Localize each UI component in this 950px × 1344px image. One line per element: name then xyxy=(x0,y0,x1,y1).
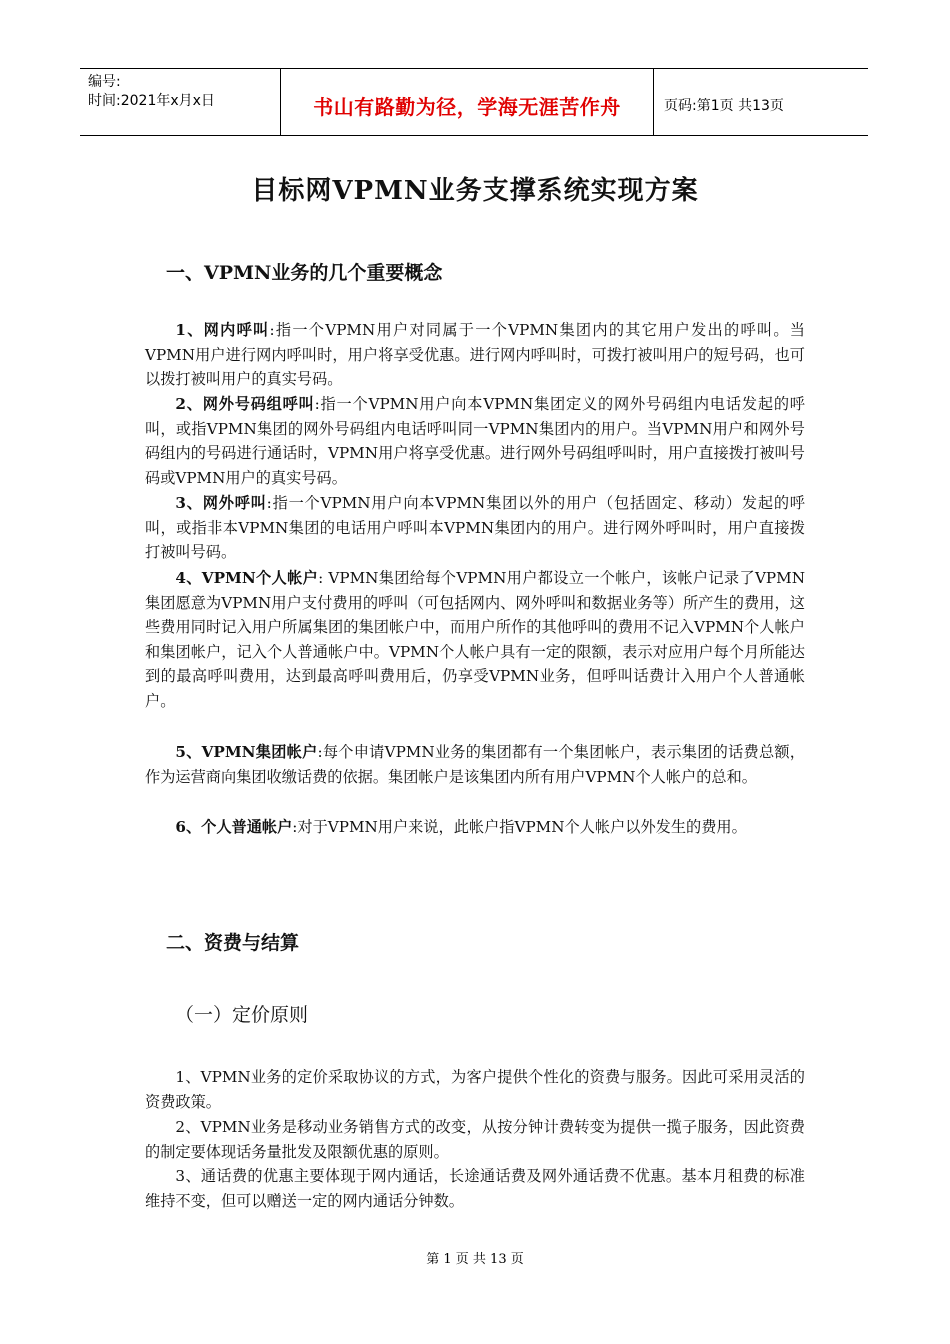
definition-term: 6、个人普通帐户 xyxy=(175,818,293,836)
definition-term: 4、VPMN个人帐户 xyxy=(175,569,319,587)
definition-text: :对于VPMN用户来说，此帐户指VPMN个人帐户以外发生的费用。 xyxy=(292,818,747,836)
principle-paragraph: 2、VPMN业务是移动业务销售方式的改变，从按分钟计费转变为提供一揽子服务，因此资费的制定要体现话务量批发及限额优惠的原则。 xyxy=(145,1118,805,1161)
definition-paragraph xyxy=(145,392,805,490)
page-header xyxy=(80,68,868,136)
header-divider xyxy=(653,69,654,135)
definition-term: 1、网内呼叫 xyxy=(175,321,270,339)
page-footer: 第 1 页 共 13 页 xyxy=(426,1252,524,1267)
subsection-heading: （一）定价原则 xyxy=(175,1004,309,1026)
header-meta xyxy=(88,73,215,111)
section-heading-2: 二、资费与结算 xyxy=(166,932,300,954)
definition-term: 2、网外号码组呼叫 xyxy=(175,395,315,413)
definition-paragraph xyxy=(145,566,805,714)
principle-paragraph: 3、通话费的优惠主要体现于网内通话，长途通话费及网外通话费不优惠。基本月租费的标准维持不变，但可以赠送一定的网内通话分钟数。 xyxy=(145,1167,805,1210)
header-motto: 书山有路勤为径，学海无涯苦作舟 xyxy=(313,95,621,119)
header-code-label: 编号: xyxy=(88,74,121,90)
definition-text: :指一个VPMN用户对同属于一个VPMN集团内的其它用户发出的呼叫。当VPMN用户进行网内呼叫时，用户将享受优惠。进行网内呼叫时，可拨打被叫用户的短号码，也可以拨打被叫用户的真实号码。 xyxy=(145,321,805,389)
definition-text: :指一个VPMN用户向本VPMN集团以外的用户（包括固定、移动）发起的呼叫，或指非本VPMN集团的电话用户呼叫本VPMN集团内的用户。进行网外呼叫时，用户直接拨打被叫号码。 xyxy=(145,494,805,562)
definition-term: 3、网外呼叫 xyxy=(175,494,267,512)
definition-text: :每个申请VPMN业务的集团都有一个集团帐户，表示集团的话费总额，作为运营商向集团收缴话费的依据。集团帐户是该集团内所有用户VPMN个人帐户的总和。 xyxy=(145,743,805,786)
principle-paragraph: 1、VPMN业务的定价采取协议的方式，为客户提供个性化的资费与服务。因此可采用灵活的资费政策。 xyxy=(145,1068,805,1111)
definition-paragraph xyxy=(145,815,805,840)
definition-term: 5、VPMN集团帐户 xyxy=(175,743,318,761)
document-title: 目标网VPMN业务支撑系统实现方案 xyxy=(251,176,699,206)
section-heading-1: 一、VPMN业务的几个重要概念 xyxy=(166,262,443,284)
header-time-label: 时间:2021年x月x日 xyxy=(88,93,215,109)
header-page-info: 页码:第1页 共13页 xyxy=(664,98,784,114)
definition-text: :指一个VPMN用户向本VPMN集团定义的网外号码组内电话发起的呼叫，或指VPMN集团的网外号码组内电话呼叫同一VPMN集团内的用户。当VPMN用户和网外号码组内的号码进行通话时，VPMN用户将享受优惠。进行网外号码组呼叫时，用户直接拨打被叫号码或VPMN用户的真实号码。 xyxy=(145,395,805,487)
definition-text: : VPMN集团给每个VPMN用户都设立一个帐户，该帐户记录了VPMN集团愿意为VPMN用户支付费用的呼叫（可包括网内、网外呼叫和数据业务等）所产生的费用，这些费用同时记入用户所属集团的集团帐户中，而用户所作的其他呼叫的费用不记入VPMN个人帐户和集团帐户，记入个人普通帐户中。VPMN个人帐户具有一定的限额，表示对应用户每个月所能达到的最高呼叫费用，达到最高呼叫费用后，仍享受VPMN业务，但呼叫话费计入用户个人普通帐户。 xyxy=(145,569,805,710)
definition-paragraph xyxy=(145,318,805,392)
definition-paragraph xyxy=(145,740,805,789)
definition-paragraph xyxy=(145,491,805,565)
